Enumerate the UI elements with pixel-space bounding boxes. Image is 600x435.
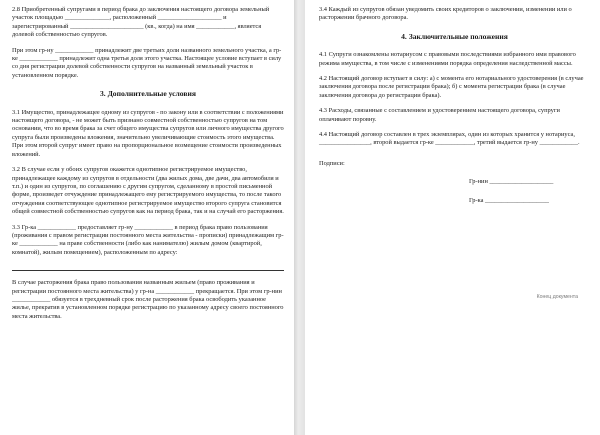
clause-3-1: 3.1 Имущество, принадлежащее одному из супругов - по закону или в соответствии с положениями настоящего договора, - не может быть признано совместной собственностью супругов на том основании, что во время брака за счет общего имущества супругов или личного имущества другого супруга были произведены вложения, значительно увеличивающие стоимость этого имущества. При этом второй супруг имеет право на пропорциональное возмещение стоимости произведенных вложений. — [12, 108, 284, 158]
address-blank-line — [12, 264, 284, 271]
clause-4-2: 4.2 Настоящий договор вступает в силу: а) с момента его нотариального удостоверения (в случае заключения договора после регистрации брака); б) с момента регистрации брака (в случае заключения договора до регистрации брака). — [319, 75, 584, 99]
clause-2-8-continued: При этом гр-ну ____________ принадлежит две третьих доли названного земельного участка, а гр-ке ____________ принадлежит одна третья доля этого участка. Настоящее условие вступает в силу со дня регистрации долевой собственности супругов на названный земельный участок в установленном порядке. — [12, 46, 282, 79]
clause-3-4: 3.4 Каждый из супругов обязан уведомить своих кредиторов о заключении, изменении или о расторжении брачного договора. — [319, 6, 572, 22]
section-4-heading: 4. Заключительные положения — [401, 31, 508, 41]
clause-3-3-continued: В случае расторжения брака право пользования названным жильем (право проживания и регистрации постоянного места жительства) у гр-на ____________ прекращается. При этом гр-нин ____________ обязуется в трехдневный срок после расторжения брака освободить указанное жилье, прекратив в установленном порядке регистрацию по указанному адресу своего постоянного места жительства. — [12, 279, 284, 320]
clause-4-1: 4.1 Супруги ознакомлены нотариусом с правовыми последствиями избранного ими правового режима имущества, в том числе с изменениями порядка определения наследственной массы. — [319, 51, 576, 67]
signature-husband: Гр-нин ____________________ — [469, 178, 554, 186]
clause-4-3: 4.3 Расходы, связанные с составлением и удостоверением настоящего договора, супруги оплачивают поровну. — [319, 107, 560, 123]
right-page — [305, 0, 600, 435]
clause-4-4: 4.4 Настоящий договор составлен в трех экземплярах, один из которых хранится у нотариуса, ________________, второй выдается гр-ке ____________, третий выдается гр-ну ____________. — [319, 131, 580, 147]
signature-wife: Гр-ка ____________________ — [469, 196, 549, 204]
signatures-label: Подписи: — [319, 159, 345, 167]
clause-2-8: 2.8 Приобретенный супругами в период брака до заключения настоящего договора земельный участок площадью ______________, расположенный ____________________ и зарегистрированный _______________________ (кв., когда) на имя ____________, является долевой собственностью супругов. — [12, 6, 270, 39]
end-of-document-note: Конец документа — [536, 294, 578, 300]
left-page — [0, 0, 294, 435]
clause-3-3: 3.3 Гр-ка ____________ предоставляет гр-ну ____________ в период брака право пользования (проживания с правом регистрации постоянного места жительства - прописки) принадлежащим гр-ке ____________ на праве собственности (либо как нанимателю) жилым домом (квартирой, комнатой), жилым помещением), расположенным по адресу: — [12, 223, 284, 256]
section-3-heading: 3. Дополнительные условия — [99, 89, 197, 99]
page-gutter — [294, 0, 305, 435]
clause-3-2: 3.2 В случае если у обоих супругов окажется однотипное регистрируемое имущество, принадлежащее каждому из супругов в отдельности (два жилых дома, две дачи, два автомобиля и т.п.) и один из супругов, по соглашению с другим супругом, сделанному в простой письменной форме, произведет отчуждение принадлежащего ему регистрируемого имущества, то после такого отчуждения соответствующее однотипное регистрируемое имущество второго супруга становится общей совместной собственностью супругов как на период брака, так и на случай его расторжения. — [12, 166, 284, 216]
